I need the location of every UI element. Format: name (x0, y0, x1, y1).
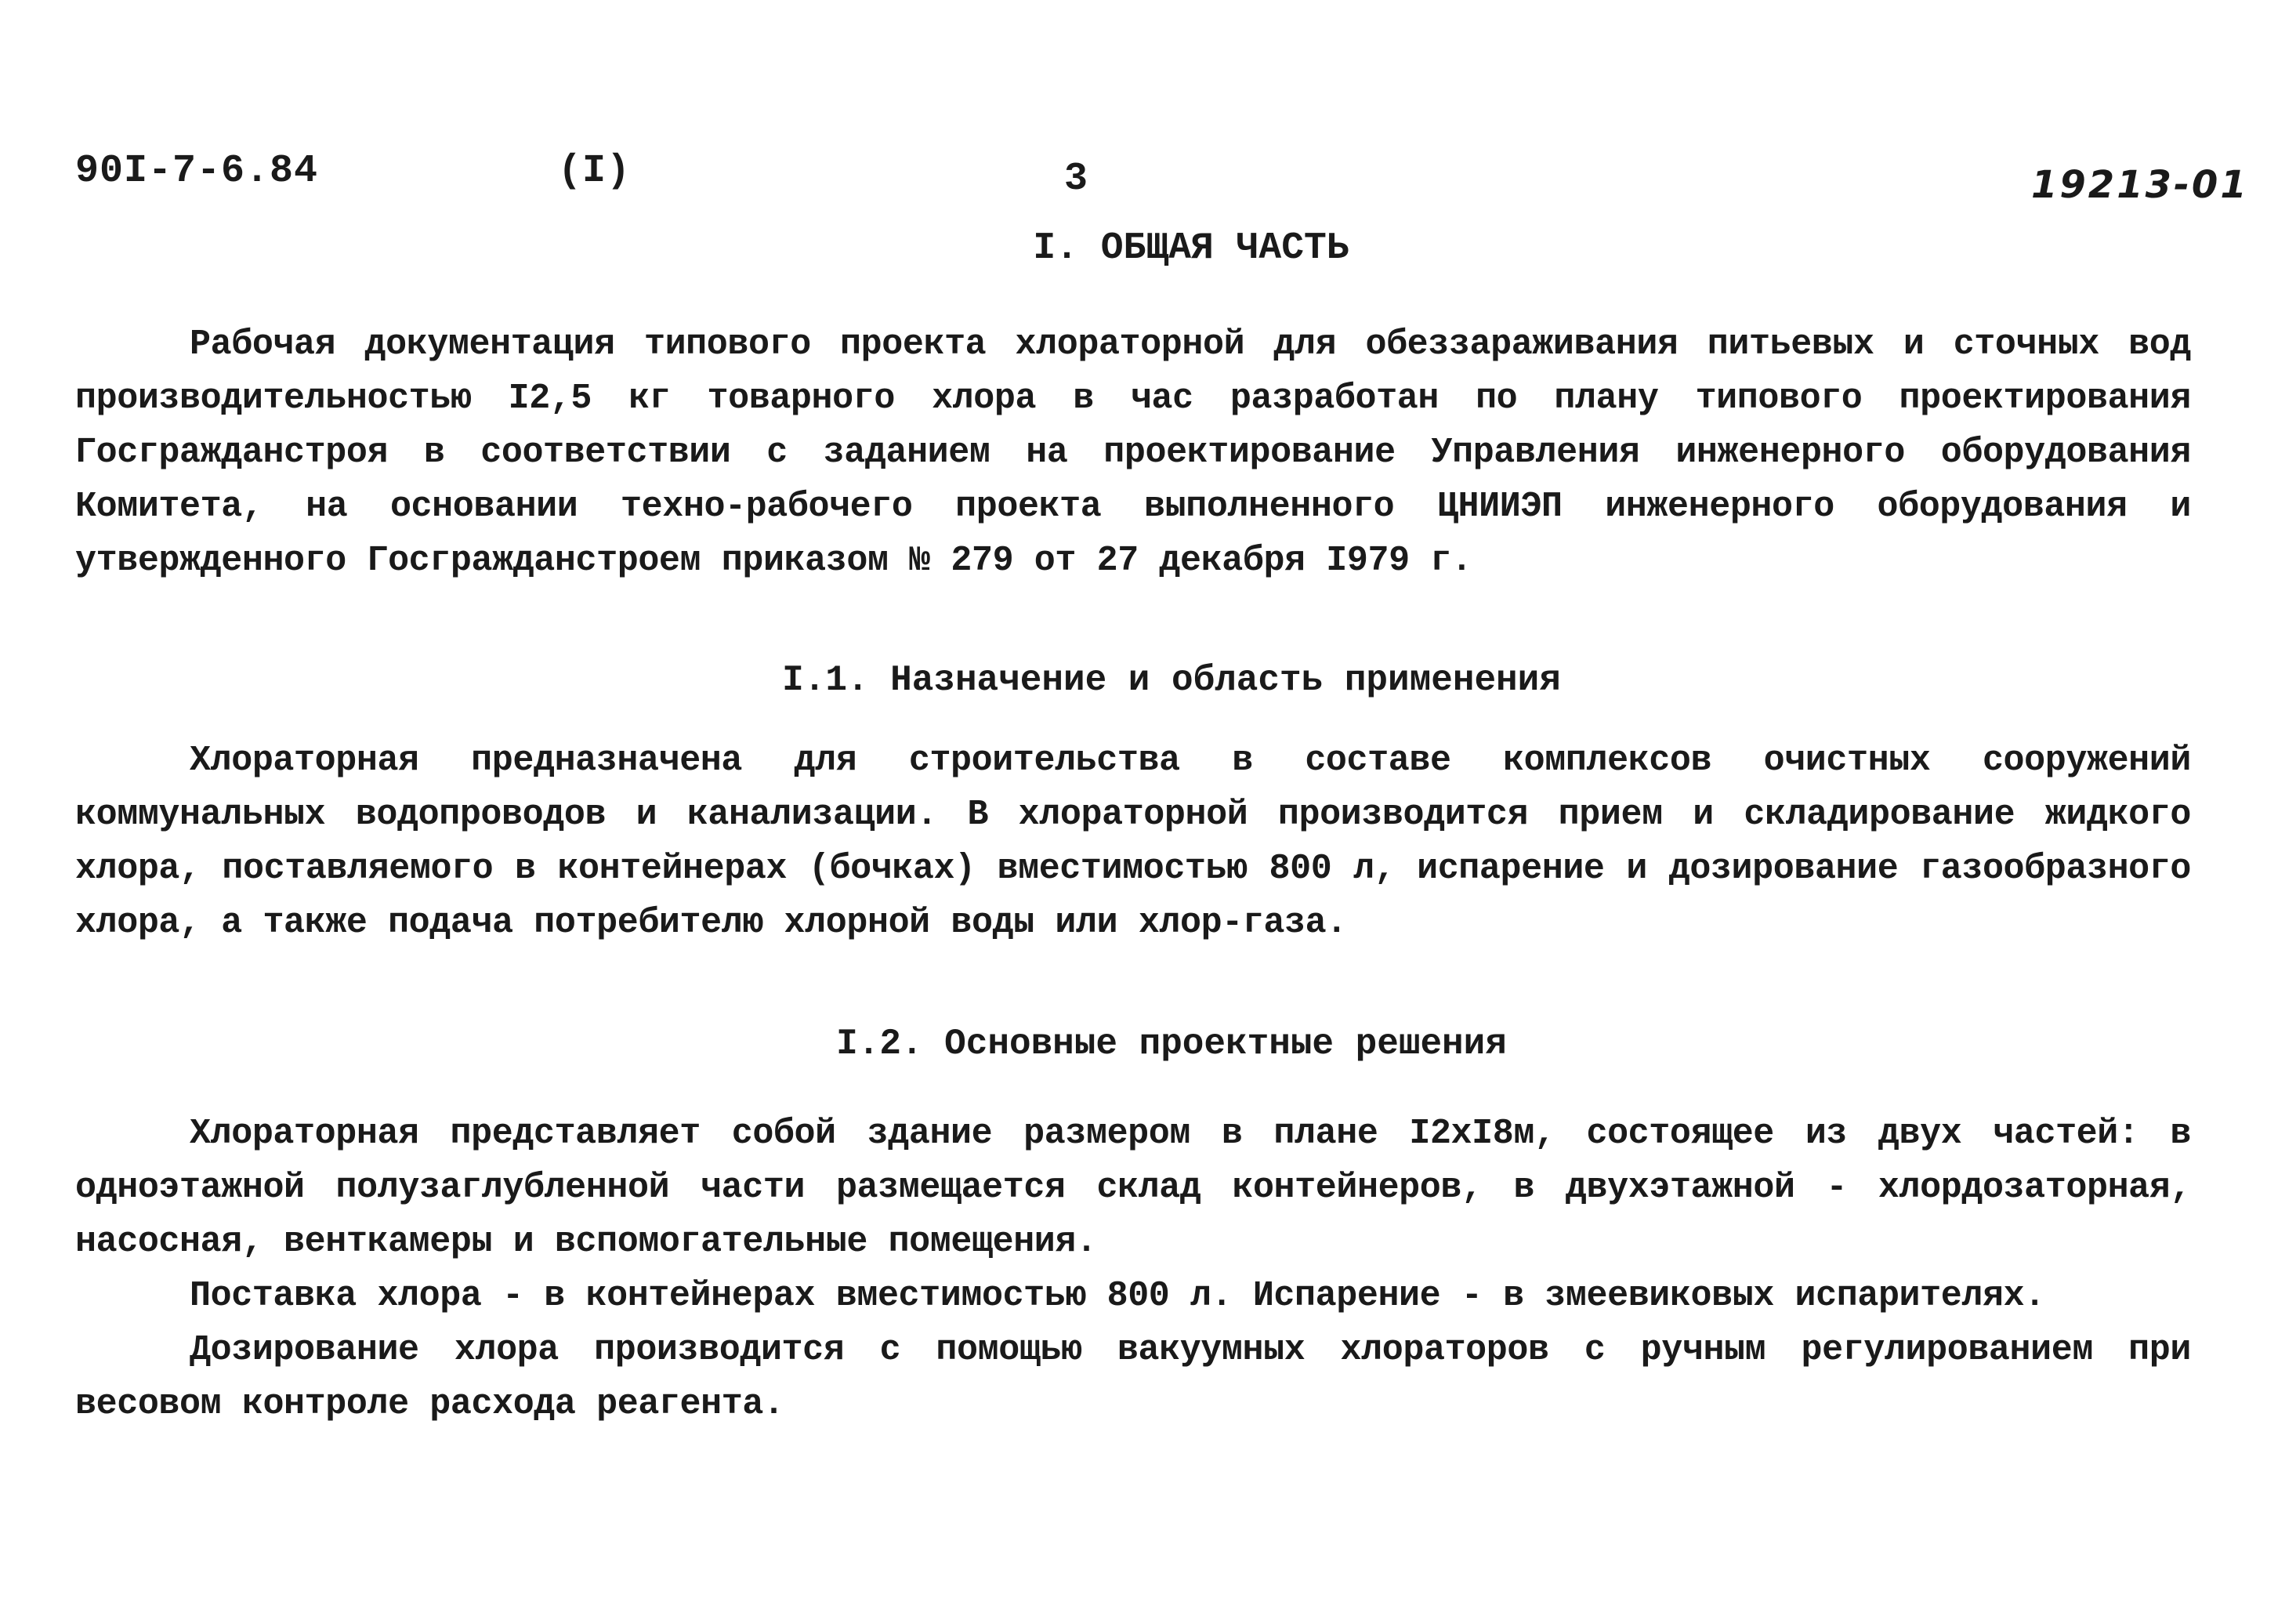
document-code: 90I-7-6.84 (75, 149, 319, 194)
dosing-paragraph: Дозирование хлора производится с помощью вакуумных хлораторов с ручным регулированием при весовом контроле расхода реагента. (75, 1330, 2191, 1424)
section-title: I. ОБЩАЯ ЧАСТЬ (1033, 227, 1349, 270)
subsection-title-design: I.2. Основные проектные решения (836, 1024, 1507, 1064)
subsection-title-purpose: I.1. Назначение и область применения (782, 660, 1561, 701)
sheet-index: (I) (558, 149, 632, 194)
purpose-paragraph: Хлораторная предназначена для строительства в составе комплексов очистных сооружений коммунальных водопроводов и канализации. В хлораторной производится прием и складирование жидкого хлора, поставляемого в контейнерах (бочках) вместимостью 800 л, испарение и дозирование газообразного хлора, а также подача потребителю хлорной воды или хлор-газа. (75, 741, 2191, 943)
chlorine-supply-paragraph: Поставка хлора - в контейнерах вместимостью 800 л. Испарение - в змеевиковых испарителях. (190, 1276, 2045, 1316)
archive-number: 19213-01 (2031, 163, 2249, 207)
design-paragraph: Хлораторная представляет собой здание размером в плане I2xI8м, состоящее из двух частей: в одноэтажной полузаглубленной части размещается склад контейнеров, в двухэтажной - хлордозаторная, насосная, венткамеры и вспомогательные помещения. (75, 1114, 2191, 1262)
page-number: 3 (1064, 157, 1089, 201)
intro-paragraph: Рабочая документация типового проекта хлораторной для обеззараживания питьевых и сточных вод производительностью I2,5 кг товарного хлора в час разработан по плану типового проектирования Госгражданстроя в соответствии с заданием на проектирование Управления инженерного оборудования Комитета, на основании техно-рабочего проекта выполненного ЦНИИЭП инженерного оборудования и утвержденного Госгражданстроем приказом № 279 от 27 декабря I979 г. (75, 324, 2191, 581)
